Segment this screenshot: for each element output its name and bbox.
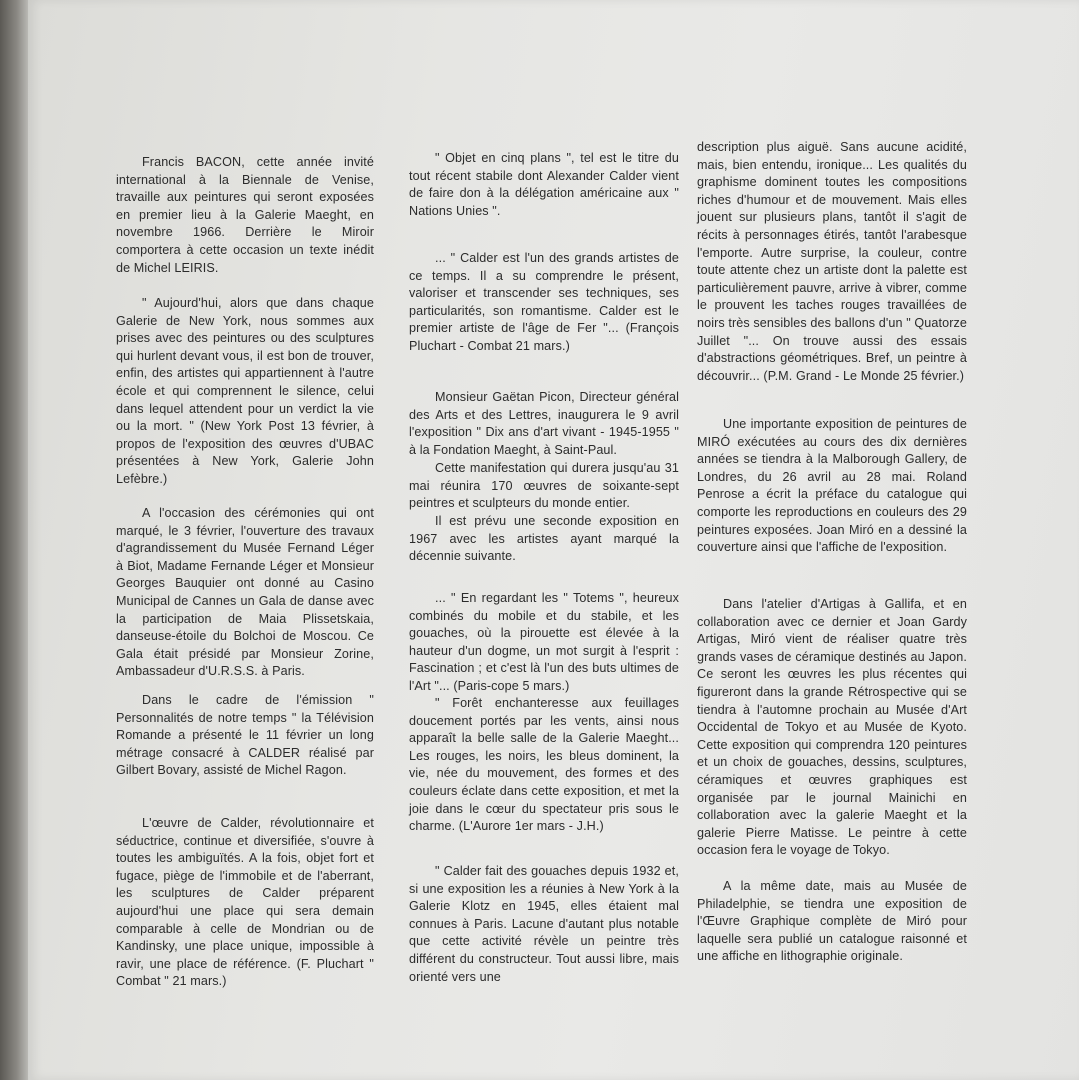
paragraph-calder-grand-artiste: ... " Calder est l'un des grands artistes de ce temps. Il a su comprendre le présent, valoriser et transcender ses techniques, ses particularités, son romantisme. Calder est le premier artiste de l'âge de Fer "... (François Pluchart - Combat 21 mars.) bbox=[409, 251, 679, 353]
paragraph-leger-gala: A l'occasion des cérémonies qui ont marqué, le 3 février, l'ouverture des travaux d'agrandissement du Musée Fernand Léger à Biot, Madame Fernande Léger et Monsieur Georges Bauquier ont donné au Casino Municipal de Cannes un Gala de danse avec la participation de Maia Plissetskaia, danseuse-étoile du Bolchoi de Moscou. Ce Gala était présidé par Monsieur Zorine, Ambassadeur d'U.R.S.S. à Paris. bbox=[116, 506, 374, 679]
paragraph-totems: ... " En regardant les " Totems ", heureux combinés du mobile et du stabile, et les gouaches, où la pirouette est élevée à la hauteur d'un dogme, un mot surgit à l'esprit : Fascination ; et c'est là l'un des buts ultimes de l'Art "... (Paris-cope 5 mars.) bbox=[409, 591, 679, 693]
paragraph-philadelphie: A la même date, mais au Musée de Philadelphie, se tiendra une exposition de l'Œuvre Graphique complète de Miró pour laquelle sera publié un catalogue raisonné et une affiche en lithographie originale. bbox=[697, 879, 967, 964]
paragraph-calder-oeuvre: L'œuvre de Calder, révolutionnaire et séductrice, continue et diversifiée, s'ouvre à toutes les ambiguïtés. A la fois, objet fort et fugace, piège de l'immobile et de l'aberrant, les sculptures de Calder préparent aujourd'hui une place qui sera demain comparable à celle de Mondrian ou de Kandinsky, une place unique, impossible à ravir, une place de référence. (F. Pluchart " Combat " 21 mars.) bbox=[116, 816, 374, 989]
paragraph-objet-cinq-plans: " Objet en cinq plans ", tel est le titre du tout récent stabile dont Alexander Calder vient de faire don à la délégation américaine aux " Nations Unies ". bbox=[409, 151, 679, 218]
paragraph-picon: Monsieur Gaëtan Picon, Directeur général des Arts et des Lettres, inaugurera le 9 avril l'exposition " Dix ans d'art vivant - 1945-1955 " à la Fondation Maeght, à Saint-Paul. bbox=[409, 390, 679, 457]
paragraph-description-continued: description plus aiguë. Sans aucune acidité, mais, bien entendu, ironique... Les qualités du graphisme dominent toutes les compositions riches d'humour et de mouvement. Mais elles jouent sur plusieurs plans, tantôt il s'agit de récits à personnages étirés, tantôt l'arabesque l'emporte. Autre surprise, la couleur, contre toute attente chez un artiste dont la palette est particulièrement pauvre, arrive à vibrer, comme le prouvent les taches rouges travaillées de noirs très sensibles des ballons d'un " Quatorze Juillet "... On trouve aussi des essais d'abstractions géométriques. Bref, un peintre à découvrir... (P.M. Grand - Le Monde 25 février.) bbox=[697, 140, 967, 383]
paragraph-calder-gouaches: " Calder fait des gouaches depuis 1932 et, si une exposition les a réunies à New York à la Galerie Klotz en 1945, elles étaient mal connues à Paris. Lacune d'autant plus notable que cette activité révèle un peintre très différent du constructeur. Tout aussi libre, mais orienté vers une bbox=[409, 864, 679, 984]
paragraph-manifestation: Cette manifestation qui durera jusqu'au 31 mai réunira 170 œuvres de soixante-sept peintres et sculpteurs du monde entier. bbox=[409, 461, 679, 511]
paragraph-new-york-post: " Aujourd'hui, alors que dans chaque Galerie de New York, nous sommes aux prises avec des peintures ou des sculptures qui hurlent devant vous, il est bon de trouver, enfin, des artistes qui appartiennent à l'autre école et qui comprennent le silence, celui dans lequel attendent pour un verdict la vie ou la mort. " (New York Post 13 février, à propos de l'exposition des œuvres d'UBAC présentées à New York, Galerie John Lefèbre.) bbox=[116, 296, 374, 486]
paragraph-bacon: Francis BACON, cette année invité international à la Biennale de Venise, travaille aux peintures qui seront exposées en premier lieu à la Galerie Maeght, en novembre 1966. Derrière le Miroir comportera à cette occasion un texte inédit de Michel LEIRIS. bbox=[116, 155, 374, 275]
paragraph-seconde-exposition: Il est prévu une seconde exposition en 1967 avec les artistes ayant marqué la décennie suivante. bbox=[409, 514, 679, 564]
page-edge-shadow bbox=[0, 0, 28, 1080]
paragraph-artigas-gallifa: Dans l'atelier d'Artigas à Gallifa, et en collaboration avec ce dernier et Joan Gardy Artigas, Miró vient de réaliser quatre très grands vases de céramique destinés au Japon. Ce seront les œuvres les plus récentes qui figureront dans la grande Rétrospective qui se tiendra à l'automne prochain au Musée d'Art Occidental de Tokyo et au Musée de Kyoto. Cette exposition qui comprendra 120 peintures et un choix de gouaches, dessins, sculptures, céramiques et œuvres graphiques est organisée par le journal Mainichi en collaboration avec la galerie Maeght et la galerie Pierre Matisse. Le peintre à cette occasion fera le voyage de Tokyo. bbox=[697, 597, 967, 858]
paragraph-miro-malborough: Une importante exposition de peintures de MIRÓ exécutées au cours des dix dernières années se tiendra à la Malborough Gallery, de Londres, du 26 avril au 28 mai. Roland Penrose a écrit la préface du catalogue qui comporte les reproductions en couleurs des 29 peintures exposées. Joan Miró en a dessiné la couverture ainsi que l'affiche de l'exposition. bbox=[697, 417, 967, 555]
paragraph-television-romande: Dans le cadre de l'émission " Personnalités de notre temps " la Télévision Romande a présenté le 11 février un long métrage consacré à CALDER réalisé par Gilbert Bovary, assisté de Michel Ragon. bbox=[116, 693, 374, 778]
paragraph-foret-enchanteresse: " Forêt enchanteresse aux feuillages doucement portés par les vents, ainsi nous apparaît la belle salle de la Galerie Maeght... Les rouges, les noirs, les bleus dominent, la vie, née du mouvement, des formes et des couleurs éclate dans cette exposition, et met la joie dans le cœur du spectateur pris sous le charme. (L'Aurore 1er mars - J.H.) bbox=[409, 696, 679, 834]
